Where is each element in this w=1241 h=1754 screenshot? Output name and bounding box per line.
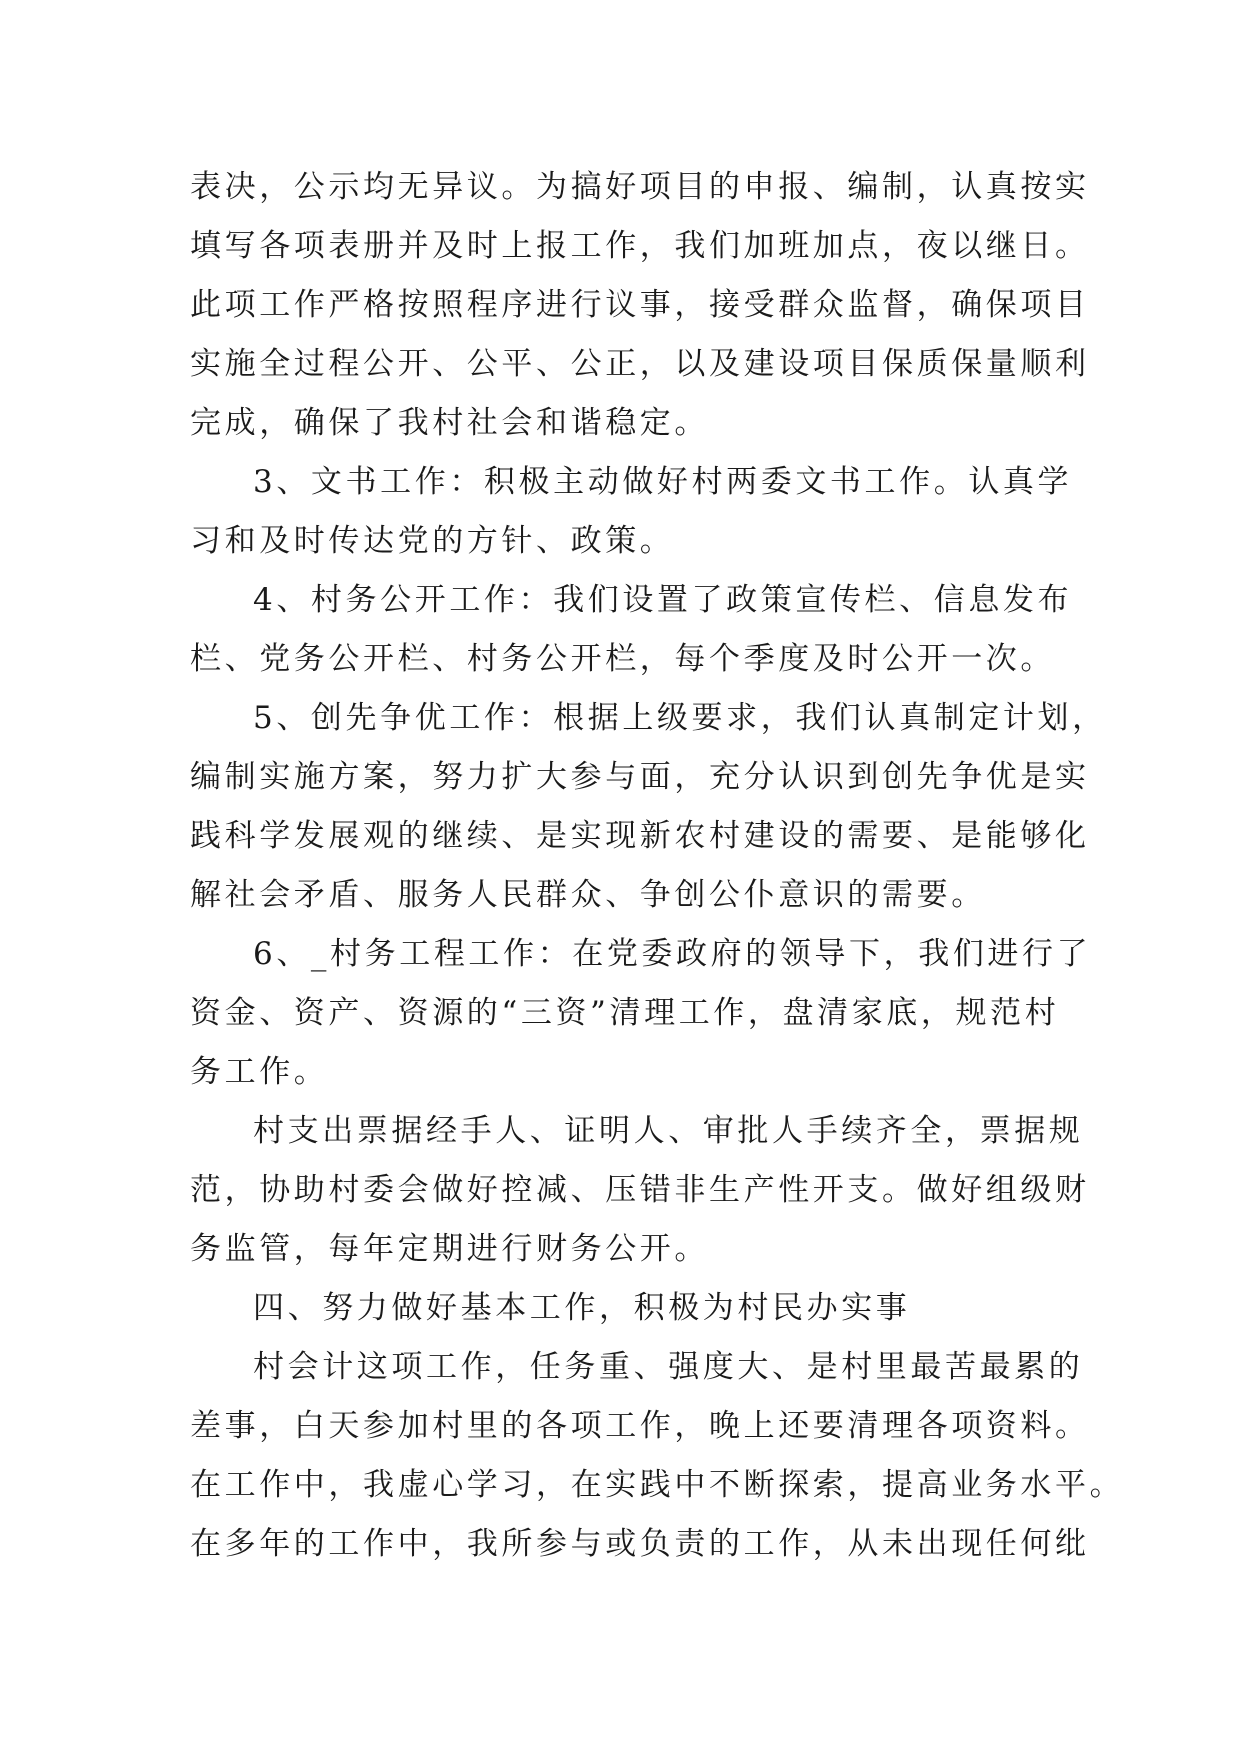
paragraph-first-line: 村支出票据经手人、证明人、审批人手续齐全，票据规 xyxy=(253,1113,1084,1149)
text-line: 习和及时传达党的方针、政策。 xyxy=(190,523,675,559)
text-line: 解社会矛盾、服务人民群众、争创公仆意识的需要。 xyxy=(190,877,986,913)
paragraph-first-line: 4、村务公开工作：我们设置了政策宣传栏、信息发布 xyxy=(253,582,1073,618)
text-line: 填写各项表册并及时上报工作，我们加班加点，夜以继日。 xyxy=(190,228,1090,264)
text-line: 完成，确保了我村社会和谐稳定。 xyxy=(190,405,709,441)
paragraph-first-line: 3、文书工作：积极主动做好村两委文书工作。认真学 xyxy=(253,464,1073,500)
text-line: 范，协助村委会做好控减、压错非生产性开支。做好组级财 xyxy=(190,1172,1090,1208)
paragraph-first-line: 村会计这项工作，任务重、强度大、是村里最苦最累的 xyxy=(253,1349,1084,1385)
text-line: 实施全过程公开、公平、公正，以及建设项目保质保量顺利 xyxy=(190,346,1090,382)
text-line: 编制实施方案，努力扩大参与面，充分认识到创先争优是实 xyxy=(190,759,1090,795)
text-line: 差事，白天参加村里的各项工作，晚上还要清理各项资料。 xyxy=(190,1408,1090,1444)
paragraph-first-line: 6、_村务工程工作：在党委政府的领导下，我们进行了 xyxy=(253,936,1092,972)
text-line: 务工作。 xyxy=(190,1054,329,1090)
text-line: 践科学发展观的继续、是实现新农村建设的需要、是能够化 xyxy=(190,818,1090,854)
paragraph-first-line: 5、创先争优工作：根据上级要求，我们认真制定计划， xyxy=(253,700,1107,736)
text-line: 表决，公示均无异议。为搞好项目的申报、编制，认真按实 xyxy=(190,169,1090,205)
text-line: 栏、党务公开栏、村务公开栏，每个季度及时公开一次。 xyxy=(190,641,1055,677)
document-body xyxy=(190,158,1125,1574)
text-line: 此项工作严格按照程序进行议事，接受群众监督，确保项目 xyxy=(190,287,1090,323)
section-heading: 四、努力做好基本工作，积极为村民办实事 xyxy=(253,1290,911,1326)
text-line: 在工作中，我虚心学习，在实践中不断探索，提高业务水平。 xyxy=(190,1467,1125,1503)
text-line: 务监管，每年定期进行财务公开。 xyxy=(190,1231,709,1267)
text-line: 资金、资产、资源的“三资”清理工作，盘清家底，规范村 xyxy=(190,995,1060,1031)
text-line: 在多年的工作中，我所参与或负责的工作，从未出现任何纰 xyxy=(190,1526,1090,1562)
